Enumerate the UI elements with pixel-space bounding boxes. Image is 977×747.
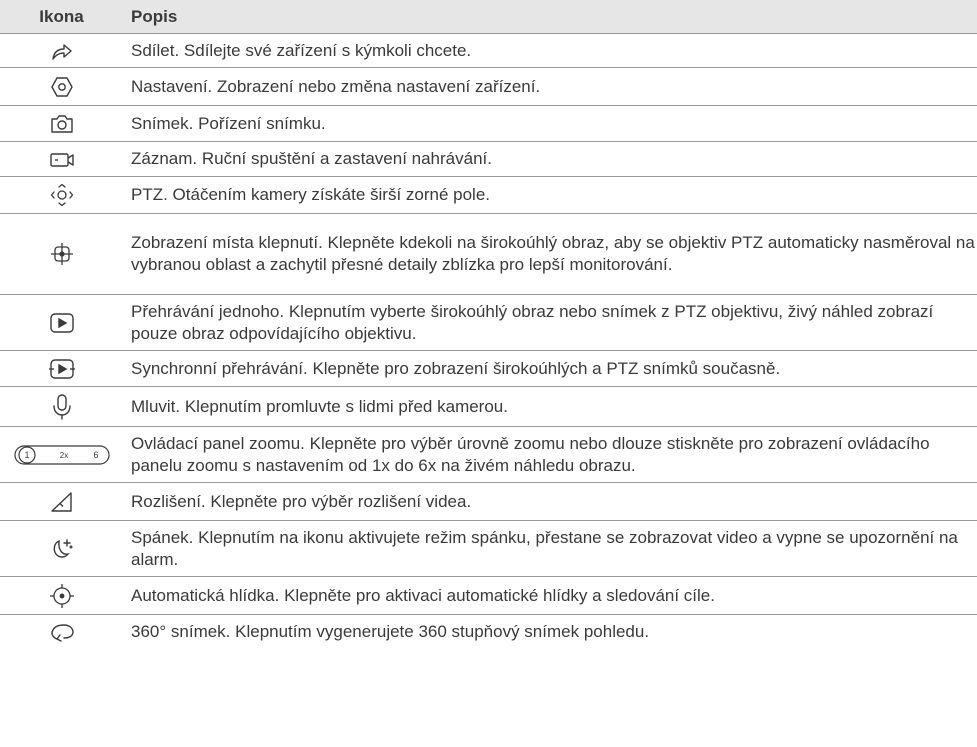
- panorama-360-icon: [49, 622, 75, 644]
- row-description: Přehrávání jednoho. Klepnutím vyberte širokoúhlý obraz nebo snímek z PTZ objektivu, živý náhled zobrazí pouze obraz odpovídajícího objektivu.: [123, 295, 977, 351]
- table-row: [0, 351, 977, 387]
- ptz-icon: [49, 182, 75, 208]
- table-row: [0, 427, 977, 483]
- row-description: Sdílet. Sdílejte své zařízení s kýmkoli chcete.: [123, 34, 977, 68]
- row-description: Ovládací panel zoomu. Klepněte pro výběr úrovně zoomu nebo dlouze stiskněte pro zobrazení ovládacího panelu zoomu s nastavením od 1x do 6x na živém náhledu obrazu.: [123, 427, 977, 483]
- svg-text:1: 1: [23, 449, 30, 460]
- table-row: [0, 577, 977, 615]
- row-description: Rozlišení. Klepněte pro výběr rozlišení videa.: [123, 483, 977, 521]
- sleep-icon: [50, 537, 74, 561]
- table-row: [0, 615, 977, 650]
- svg-text:6: 6: [92, 449, 99, 460]
- table-row: [0, 177, 977, 214]
- row-description: Záznam. Ruční spuštění a zastavení nahrávání.: [123, 142, 977, 177]
- row-description: Automatická hlídka. Klepněte pro aktivaci automatické hlídky a sledování cíle.: [123, 577, 977, 615]
- row-description: Zobrazení místa klepnutí. Klepněte kdekoli na širokoúhlý obraz, aby se objektiv PTZ automaticky nasměroval na vybranou oblast a zachytil přesné detaily zblízka pro lepší monitorování.: [123, 214, 977, 295]
- row-description: 360° snímek. Klepnutím vygenerujete 360 stupňový snímek pohledu.: [123, 615, 977, 650]
- header-icon-column: Ikona: [0, 0, 123, 34]
- auto-patrol-icon: [49, 583, 75, 609]
- table-row: [0, 106, 977, 142]
- microphone-icon: [52, 393, 72, 421]
- resolution-icon: [50, 491, 74, 513]
- header-description-column: Popis: [123, 0, 977, 34]
- sync-playback-icon: [48, 358, 76, 380]
- tap-location-icon: [50, 242, 74, 266]
- single-playback-icon: [49, 312, 75, 334]
- table-row: [0, 142, 977, 177]
- table-row: [0, 483, 977, 521]
- table-header-row: [0, 0, 977, 34]
- table-row: [0, 387, 977, 427]
- svg-text:2x: 2x: [59, 450, 68, 460]
- row-description: PTZ. Otáčením kamery získáte širší zorné pole.: [123, 177, 977, 214]
- camera-snapshot-icon: [50, 114, 74, 134]
- row-description: Nastavení. Zobrazení nebo změna nastavení zařízení.: [123, 68, 977, 106]
- table-row: [0, 68, 977, 106]
- settings-icon: [50, 76, 74, 98]
- record-icon: [49, 151, 75, 169]
- row-description: Snímek. Pořízení snímku.: [123, 106, 977, 142]
- table-row: [0, 521, 977, 577]
- table-row: [0, 295, 977, 351]
- zoom-panel-icon: [14, 444, 110, 466]
- table-row: [0, 214, 977, 295]
- row-description: Spánek. Klepnutím na ikonu aktivujete režim spánku, přestane se zobrazovat video a vypne se upozornění na alarm.: [123, 521, 977, 577]
- share-icon: [51, 41, 73, 61]
- table-row: [0, 34, 977, 68]
- row-description: Synchronní přehrávání. Klepněte pro zobrazení širokoúhlých a PTZ snímků současně.: [123, 351, 977, 387]
- row-description: Mluvit. Klepnutím promluvte s lidmi před kamerou.: [123, 387, 977, 427]
